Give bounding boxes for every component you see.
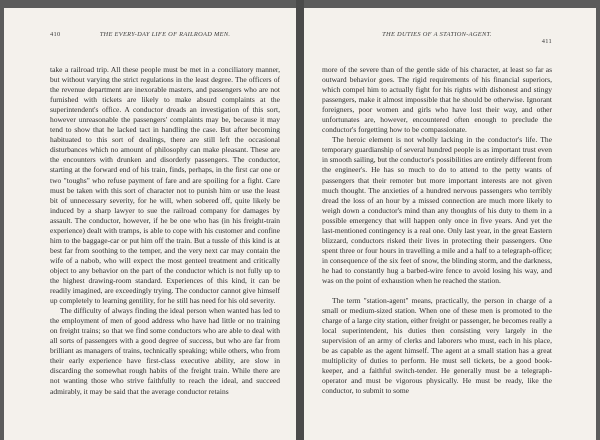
right-running-head xyxy=(322,31,552,45)
left-running-head xyxy=(50,31,280,38)
right-paragraph-1: more of the severe than of the gentle side of his character, at least so far as outward behavior goes. The rigid requirements of his financial superiors, which compel him to actually fight for his rights with dishonest and stingy passengers, make it almost impossible that he should be otherwise. Ignorant foreigners, poor women and girls who have lost their way, and other unfortunates are, however, encountered often enough to preclude the conductor's forgetting how to be compassionate. xyxy=(322,65,552,135)
right-page xyxy=(304,8,596,440)
left-paragraph-1: take a railroad trip. All these people must be met in a conciliatory manner, but without varying the strict regulations in the least degree. The officers of the revenue department are inexorable masters, and passengers who are not furnished with tickets are likely to make absurd complaints at the superintendent's office. A conductor dreads an investigation of this sort, however unreasonable the passengers' complaints may be, because it may tend to show that he lacked tact in handling the case. But after becoming habituated to this sort of dealings, there are still left the occasional disturbances which no amount of philosophy can make pleasant. These are the encounters with drunken and disorderly passengers. The conductor, starting at the forward end of his train, finds, perhaps, in the first car one or two "toughs" who refuse payment of fare and are spoiling for a fight. Care must be taken with this sort of character not to punish him or use the least bit of unnecessary severity, for he will, when sobered off, quite likely be induced by a sharp lawyer to sue the railroad company for damages by assault. The conductor, however, if he be one who has (in his freight-train experience) dealt with tramps, is able to cope with his customer and confine him to the baggage-car or put him off the train. But a tussle of this kind is at best far from soothing to the temper, and the very next car may contain the wife of a nabob, who will expect the most genteel treatment and critically object to any behavior on the part of the conductor which is not fully up to the highest drawing-room standard. Experiences of this kind, it can be readily imagined, are exceedingly trying. The conductor cannot give himself up completely to learning gentility, for he still has need for his old severity. xyxy=(50,65,280,306)
left-page xyxy=(4,8,296,440)
right-paragraph-3: The term "station-agent" means, practically, the person in charge of a small or medium-sized station. When one of these men is promoted to the charge of a large city station, either freight or passenger, he becomes really a local superintendent, his duties then consisting very largely in the supervision of an army of clerks and laborers who must, each in his place, be as capable as the agent himself. The agent at a small station has a great multiplicity of duties to perform. He must sell tickets, be a good book-keeper, and a faithful switch-tender. He generally must be a telegraph-operator and must be vigorous physically. He must be ready, like the conductor, to submit to some xyxy=(322,296,552,396)
right-page-number: 411 xyxy=(541,38,552,45)
book-gutter xyxy=(296,0,304,440)
left-paragraph-2: The difficulty of always finding the ideal person when wanted has led to the employment of men of good address who have had little or no training on freight trains; so that we find some conductors who are able to deal with all sorts of passengers with a good degree of success, but who are far from brilliant as managers of trains, technically speaking; while others, who from their early experience have first-class executive ability, are slow in discarding the somewhat rough habits of the freight train. While there are not wanting those who strive faithfully to reach the ideal, and succeed admirably, it may be said that the average conductor retains xyxy=(50,306,280,396)
right-body-text xyxy=(322,65,552,397)
right-running-title: THE DUTIES OF A STATION-AGENT. xyxy=(382,31,492,38)
left-running-title: THE EVERY-DAY LIFE OF RAILROAD MEN. xyxy=(99,31,231,38)
right-paragraph-2: The heroic element is not wholly lacking in the conductor's life. The temporary guardianship of several hundred people is as important trust even in smooth sailing, but the conductor's possibilities are entirely different from the engineer's. He has so much to do to attend to the petty wants of passengers that their remoter but more important interests are not given much thought. The anxieties of a hundred nervous passengers who terribly dread the loss of an hour by a missed connection are much more likely to weigh down a conductor's mind than any thoughts of his duty to them in a possible emergency that will happen only once in five years. And yet the last-mentioned contingency is a real one. Only last year, in the great Eastern blizzard, conductors risked their lives in protecting their passengers. One spent three or four hours in travelling a mile and a half to a telegraph-office; in consequence of the six feet of snow, the blinding storm, and the darkness, he had to constantly hug a barbed-wire fence to avoid losing his way, and was on the point of exhaustion when he reached the station. xyxy=(322,135,552,285)
left-page-number: 410 xyxy=(50,31,61,38)
left-body-text xyxy=(50,65,280,397)
